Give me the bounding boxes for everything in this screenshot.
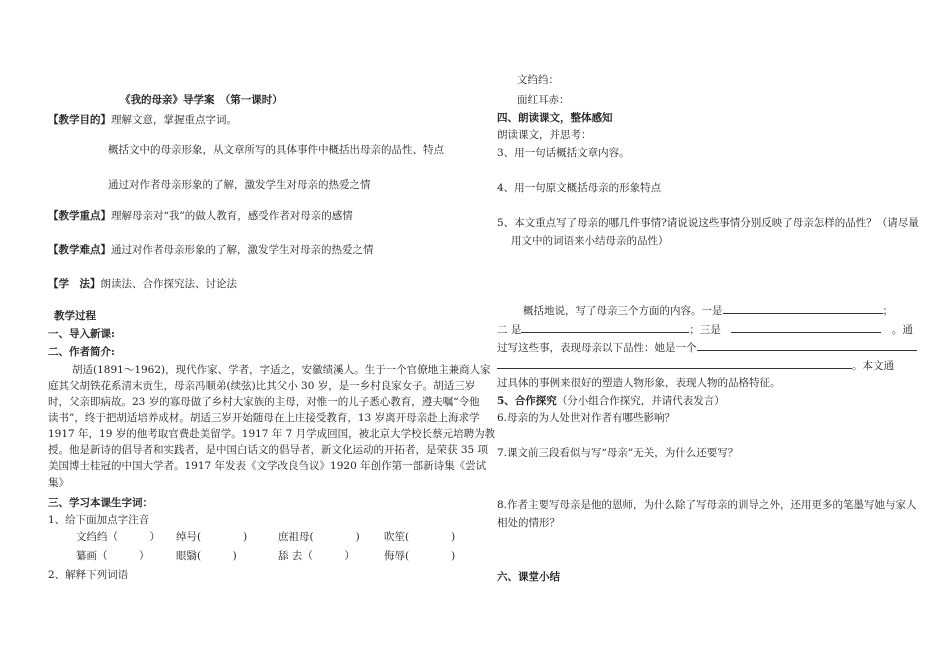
summary-line-3: [497, 340, 917, 355]
summary-text: 过写这些事，表现母亲以下品性：她是一个: [497, 342, 697, 354]
read-instruction: 朗读课文，并思考：: [497, 129, 592, 141]
section-3-heading: 三、学习本课生字词：: [48, 497, 153, 509]
word-item: 舔 去（ ）: [278, 550, 355, 562]
question-8-line-1: 8.作者主要写母亲是他的恩师，为什么除了写母亲的训导之外，还用更多的笔墨写她与家人: [497, 499, 917, 511]
section-5-note: （分小组合作探究，并请代表发言）: [556, 395, 725, 407]
teaching-goal: [48, 113, 237, 127]
bio-line: 庭其父胡铁花系清末贡生，母亲冯顺弟(续弦)比其父小 30 岁，是一乡村良家女子。胡适三岁: [48, 380, 476, 392]
teaching-difficulty-label: 【教学难点】: [48, 244, 111, 256]
answer-blank[interactable]: [723, 303, 883, 314]
bio-line: 1917 年，19 岁的他考取官费赴美留学。1917 年 7 月学成回国，被北京大学校长蔡元培聘为教: [48, 428, 496, 440]
bio-line: 授。他是新诗的倡导者和实践者，是中国白话文的倡导者，新文化运动的开拓者，是荣获 35 项: [48, 444, 489, 456]
summary-text: ；: [882, 305, 893, 317]
summary-line-5: 过具体的事例来很好的塑造人物形象，表现人物的品格特征。: [497, 377, 781, 389]
study-method-label: 【学 法】: [48, 278, 101, 290]
section-2-heading: 二、作者简介:: [48, 346, 115, 358]
teaching-key-label: 【教学重点】: [48, 210, 111, 222]
question-8-line-2: 相处的情形？: [497, 517, 560, 529]
teaching-goal-2: 概括文中的母亲形象，从文章所写的具体事件中概括出母亲的品性、特点: [108, 144, 444, 156]
vocab-term-2: 面红耳赤：: [517, 94, 570, 106]
summary-line-1: [523, 303, 893, 318]
answer-blank[interactable]: [697, 340, 917, 351]
summary-line-4: [497, 358, 894, 373]
process-title: 教学过程: [54, 310, 96, 322]
summary-text: 概括地说，写了母亲三个方面的内容。一是: [523, 305, 723, 317]
question-7: 7.课文前三段看似与写“母亲”无关，为什么还要写？: [497, 447, 739, 459]
word-item: 侮辱( ): [384, 550, 456, 562]
question-2: 2、解释下列词语: [48, 569, 129, 581]
vocab-term-1: 文绉绉：: [517, 74, 559, 86]
question-5-line-1: 5、本文重点写了母亲的哪几件事情?请说说这些事情分别反映了母亲怎样的品性？（请尽量: [497, 217, 919, 229]
pinyin-row-2: [76, 549, 456, 563]
teaching-key-text: 理解母亲对“我”的做人教育，感受作者对母亲的感情: [111, 210, 353, 222]
study-method: [48, 277, 237, 291]
section-5-label: 5、合作探究: [497, 395, 557, 407]
summary-text: 。本文通: [852, 360, 894, 372]
word-item: 庶祖母( ): [278, 531, 360, 543]
word-item: 眼翳( ): [176, 550, 237, 562]
teaching-difficulty-text: 通过对作者母亲形象的了解，激发学生对母亲的热爱之情: [111, 244, 374, 256]
answer-blank[interactable]: [521, 322, 689, 333]
summary-text: 二 是: [497, 324, 522, 336]
teaching-goal-label: 【教学目的】: [48, 114, 111, 126]
bio-line: 读书”，终于把胡适培养成材。胡适三岁开始随母在上庄接受教育，13 岁离开母亲赴上海求学: [48, 412, 480, 424]
teaching-difficulty: [48, 243, 374, 257]
question-1: 1、给下面加点字注音: [48, 514, 150, 526]
question-6: 6.母亲的为人处世对作者有哪些影响？: [497, 412, 676, 424]
question-5-line-2: 用文中的词语来小结母亲的品性）: [511, 235, 669, 247]
question-3: 3、用一句话概括文章内容。: [497, 147, 630, 159]
word-item: 纂画（ ）: [76, 550, 150, 562]
pinyin-row-1: [76, 530, 456, 544]
teaching-goal-text: 理解文意，掌握重点字词。: [111, 114, 237, 126]
teaching-goal-3: 通过对作者母亲形象的了解，激发学生对母亲的热爱之情: [108, 179, 371, 191]
summary-line-2: [497, 322, 913, 337]
document-title: 《我的母亲》导学案 （第一课时）: [120, 94, 283, 106]
section-5-heading: [497, 394, 725, 408]
answer-blank[interactable]: [497, 358, 852, 369]
word-item: 吹笙( ): [384, 531, 456, 543]
summary-text: ；三是: [689, 324, 721, 336]
section-4-heading: 四、朗读课文，整体感知: [497, 112, 613, 124]
bio-line: 时，父亲即病故。23 岁的寡母做了乡村大家族的主母，对惟一的儿子悉心教育，遵夫嘱“令他: [48, 396, 480, 408]
word-item: 文绉绉（ ）: [76, 531, 160, 543]
summary-text: 。通: [891, 324, 913, 336]
question-4: 4、用一句原文概括母亲的形象特点: [497, 182, 662, 194]
section-1-heading: 一、导入新课:: [48, 328, 115, 340]
bio-line: 胡适(1891～1962)，现代作家、学者，字适之，安徽绩溪人。生于一个官僚地主兼商人家: [72, 364, 491, 376]
word-item: 绰号( ): [176, 531, 248, 543]
bio-line: 集》: [48, 477, 69, 489]
teaching-key: [48, 209, 353, 223]
bio-line: 美国博士桂冠的中国大学者。1917 年发表《文学改良刍议》1920 年创作第一部新诗集《尝试: [48, 460, 487, 472]
answer-blank[interactable]: [731, 322, 881, 333]
study-method-text: 朗读法、合作探究法、讨论法: [100, 278, 237, 290]
section-6-heading: 六、课堂小结: [497, 571, 560, 583]
